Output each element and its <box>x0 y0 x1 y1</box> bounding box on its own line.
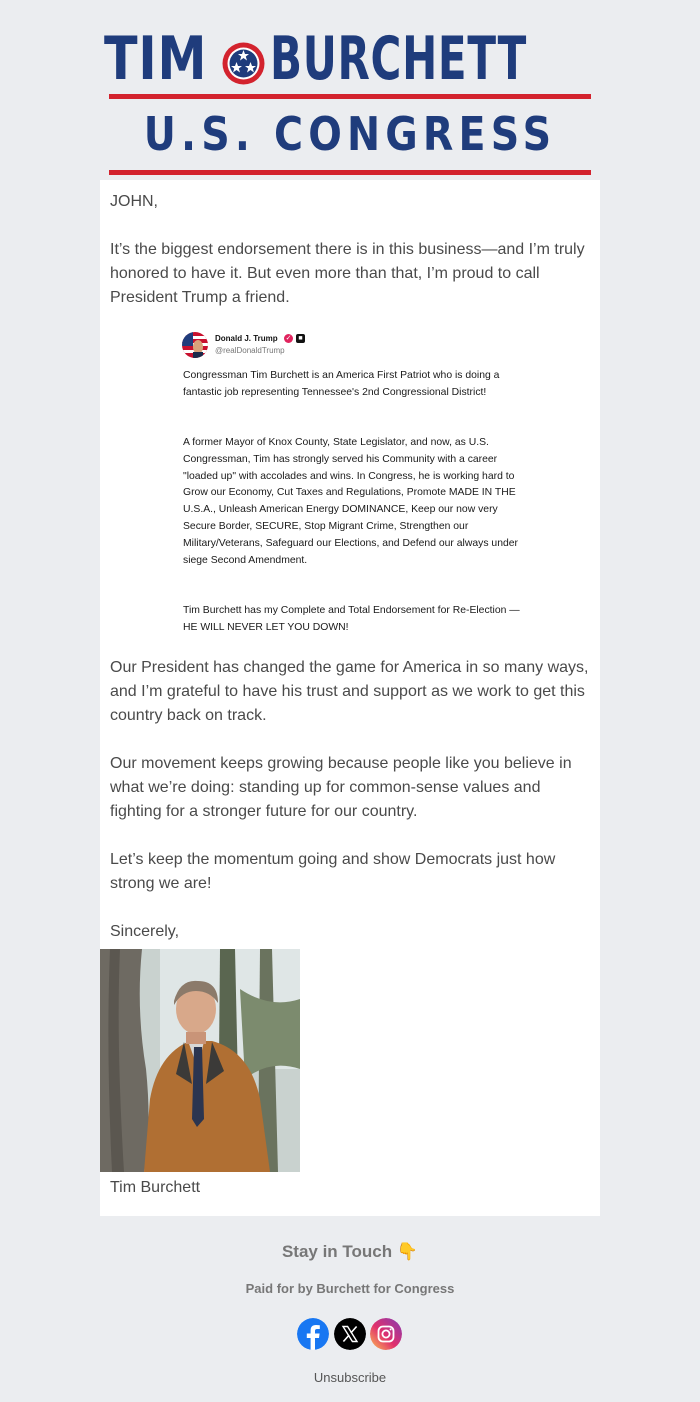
verified-badge-icon: ✓ <box>285 335 292 342</box>
tweet-paragraph-2: A former Mayor of Knox County, State Legislator, and now, as U.S. Congressman, Tim has strongly served his Community with a career "loaded up" with accolades and wins. In Congress, he is working hard to Grow our Economy, Cut Taxes and Regulations, Promote MADE IN THE U.S.A., Unleash American Energy DOMINANCE, Keep our now very Secure Border, SECURE, Stop Migrant Crime, Strengthen our Military/Veterans, Safeguard our Elections, and Defend our always under siege Second Amendment. <box>183 437 518 566</box>
tweet-author: Donald J. Trump <box>215 334 278 343</box>
candidate-portrait-image <box>100 949 300 1172</box>
logo-divider-bottom <box>109 170 591 175</box>
tennessee-tristar-icon <box>221 41 266 86</box>
email-footer <box>0 1216 700 1402</box>
unsubscribe-link[interactable]: Unsubscribe <box>313 1370 387 1385</box>
paragraph-1: It’s the biggest endorsement there is in this business—and I’m truly honored to have it. But even more than that, I’m proud to call President Trump a friend. <box>110 241 585 306</box>
greeting: JOHN, <box>110 193 158 210</box>
campaign-logo <box>100 24 600 94</box>
logo-divider-top <box>109 94 591 99</box>
endorsement-post-image <box>174 324 526 642</box>
logo-office: U.S. CONGRESS <box>143 107 557 161</box>
instagram-icon[interactable] <box>370 1318 402 1350</box>
closing: Sincerely, <box>110 923 180 940</box>
signature-name: Tim Burchett <box>110 1179 201 1196</box>
paragraph-3: Our movement keeps growing because people like you believe in what we’re doing: standing up for common-sense values and fighting for a stronger future for our country. <box>110 755 572 820</box>
stay-in-touch-heading: Stay in Touch 👇 <box>281 1242 419 1261</box>
logo-name-first: TIM <box>104 24 208 94</box>
paid-for-disclaimer: Paid for by Burchett for Congress <box>245 1281 455 1296</box>
campaign-logo-header <box>100 18 600 180</box>
candidate-photo <box>100 949 300 1172</box>
paragraph-2: Our President has changed the game for America in so many ways, and I’m grateful to have his trust and support as we work to get this country back on track. <box>110 659 589 724</box>
tweet-paragraph-3: Tim Burchett has my Complete and Total Endorsement for Re-Election — HE WILL NEVER LET YOU DOWN! <box>183 605 520 633</box>
flag-avatar-icon <box>182 332 208 358</box>
tweet-paragraph-1: Congressman Tim Burchett is an America First Patriot who is doing a fantastic job representing Tennessee's 2nd Congressional District! <box>183 370 500 398</box>
tweet-handle: @realDonaldTrump <box>215 346 285 355</box>
facebook-icon[interactable] <box>297 1318 329 1350</box>
tweet-avatar <box>182 332 208 358</box>
social-links <box>297 1318 407 1352</box>
email-body-card <box>100 180 600 1216</box>
paragraph-4: Let’s keep the momentum going and show Democrats just how strong we are! <box>110 851 556 892</box>
logo-name-last: BURCHETT <box>270 24 527 94</box>
affiliate-badge-icon: ■ <box>296 334 305 343</box>
x-twitter-icon[interactable] <box>334 1318 366 1350</box>
